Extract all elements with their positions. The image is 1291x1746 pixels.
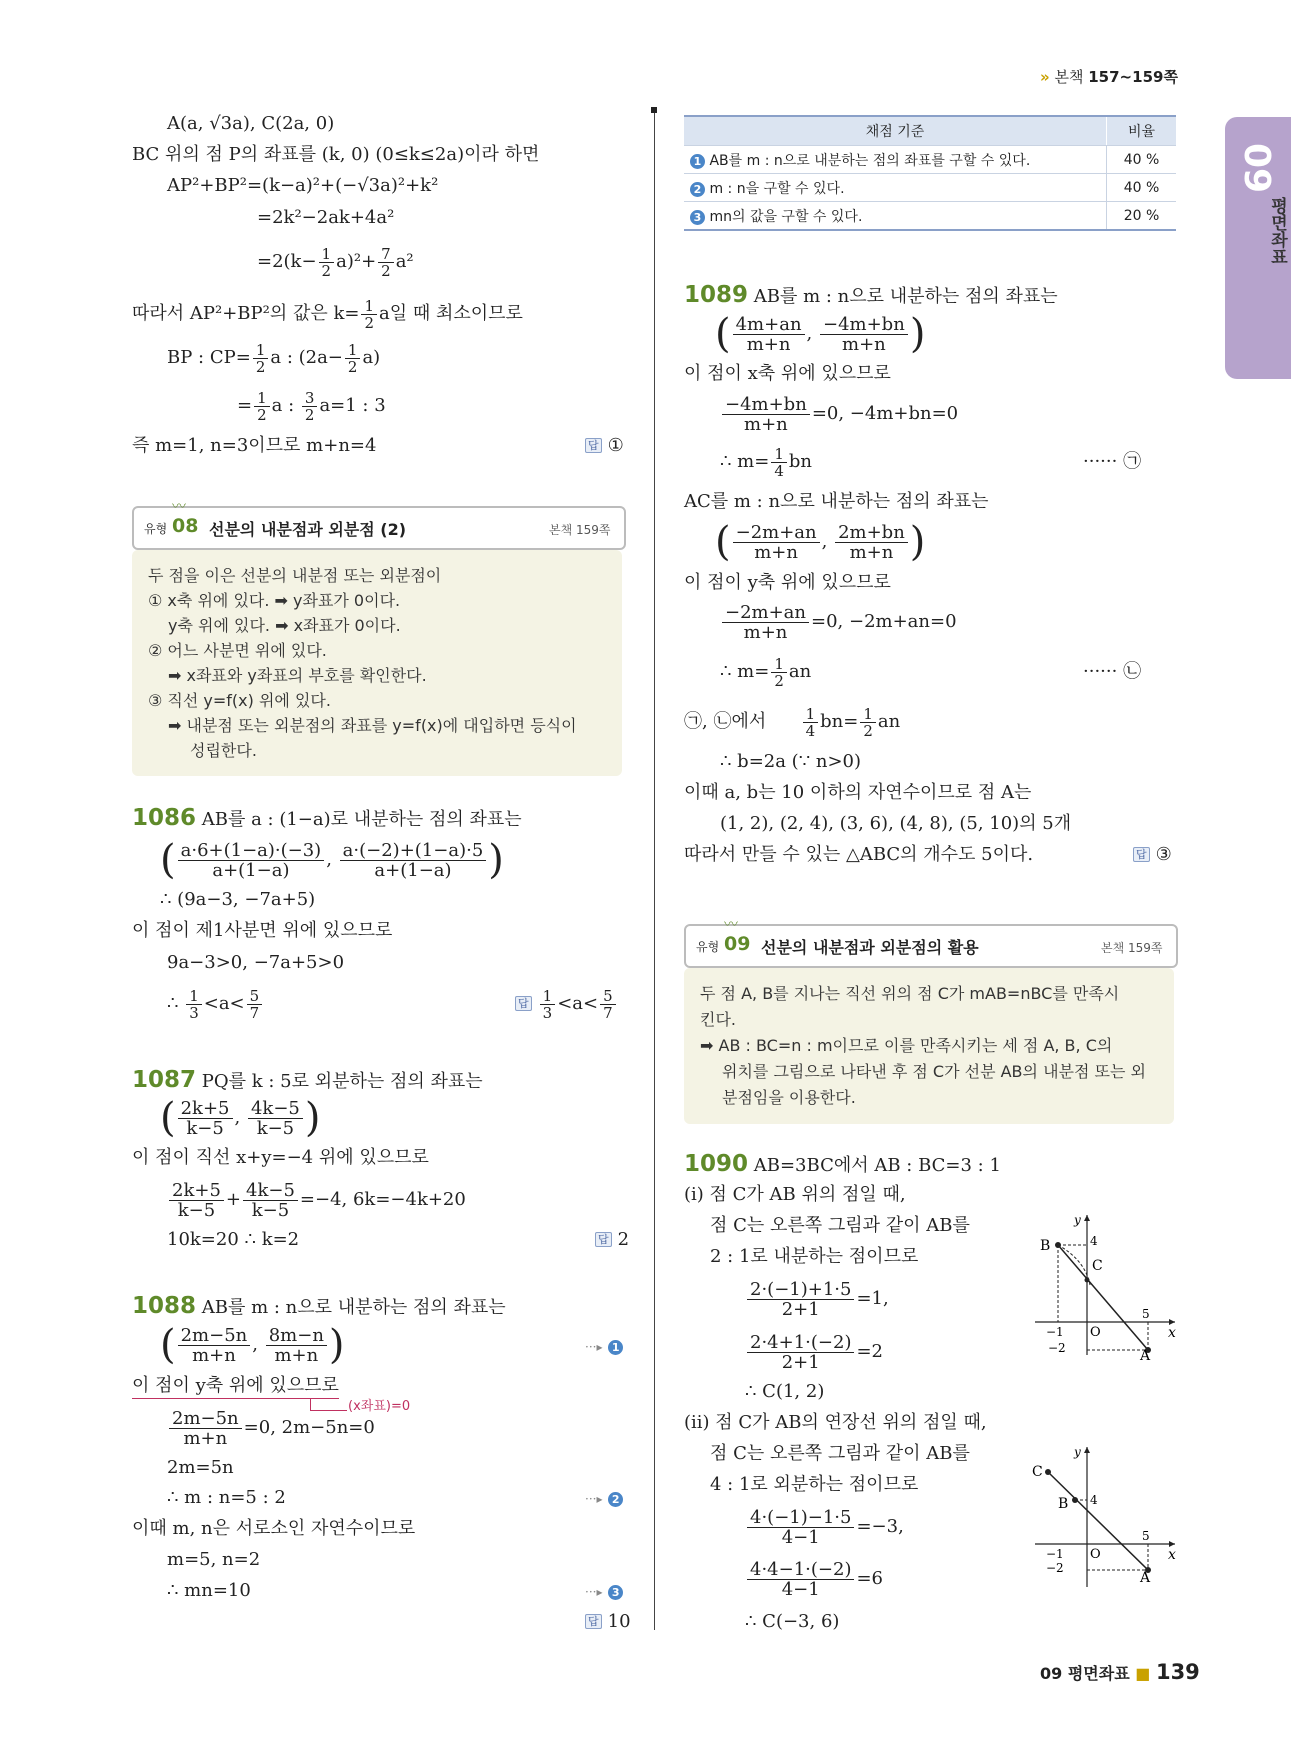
- svg-text:x: x: [1168, 1325, 1176, 1341]
- svg-text:O: O: [1090, 1547, 1101, 1562]
- svg-text:A: A: [1140, 1570, 1151, 1586]
- chapter-side-tab[interactable]: [1225, 117, 1291, 379]
- step-2-icon: 2: [608, 1492, 623, 1507]
- svg-text:−2: −2: [1046, 1561, 1064, 1575]
- footer-square-icon: ■: [1135, 1664, 1151, 1683]
- svg-text:B: B: [1058, 1496, 1069, 1512]
- svg-text:O: O: [1090, 1325, 1101, 1340]
- answer-icon: 답: [1133, 847, 1150, 862]
- grading-row: 2 m : n을 구할 수 있다. 40 %: [684, 174, 1176, 202]
- grading-row: 3 mn의 값을 구할 수 있다. 20 %: [684, 202, 1176, 231]
- type-09-note: 두 점 A, B를 지나는 직선 위의 점 C가 mAB=nBC를 만족시 킨다. ➡ AB : BC=n : m이므로 이를 만족시키는 세 점 A, B, C의 위치를 그림으로 나타낸 후 점 C가 선분 AB의 내분점 또는 외 분점임을 이용한다.: [684, 968, 1174, 1124]
- answer-label: 답 ③: [1133, 843, 1172, 867]
- svg-text:4: 4: [1090, 1493, 1098, 1507]
- grading-table: 채점 기준 비율 1 AB를 m : n으로 내분하는 점의 좌표를 구할 수 있다. 40 % 2 m : n을 구할 수 있다. 40 % 3 mn의 값을 구할 수 있다. 20 %: [684, 115, 1176, 231]
- answer-icon: 답: [585, 438, 602, 453]
- type-08-note: 두 점을 이은 선분의 내분점 또는 외분점이 ① x축 위에 있다. ➡ y좌표가 0이다. y축 위에 있다. ➡ x좌표가 0이다. ② 어느 사분면 위에 있다. ➡ x좌표와 y좌표의 부호를 확인한다. ③ 직선 y=f(x) 위에 있다. ➡ 내분점 또는 외분점의 좌표를 y=f(x)에 대입하면 등식이 성립한다.: [132, 550, 622, 776]
- wave-icon: 〰: [724, 917, 738, 933]
- type-09-header: 〰 유형 09 선분의 내분점과 외분점의 활용 본책 159쪽: [684, 924, 1178, 968]
- step-3-icon: 3: [608, 1585, 623, 1600]
- svg-text:4: 4: [1090, 1234, 1098, 1248]
- type-08-title: 선분의 내분점과 외분점 (2): [209, 520, 407, 539]
- answer-label: 답 ①: [585, 434, 624, 458]
- svg-text:−2: −2: [1048, 1341, 1066, 1355]
- answer-icon: 답: [515, 996, 532, 1011]
- svg-text:−1: −1: [1046, 1547, 1064, 1561]
- chapter-tab-number: 09: [1236, 143, 1277, 194]
- footer-chapter: 09 평면좌표: [1040, 1664, 1130, 1683]
- svg-text:y: y: [1074, 1213, 1081, 1227]
- svg-text:x: x: [1168, 1547, 1176, 1563]
- coordinate-graph-case-2: [1030, 1442, 1180, 1592]
- column-divider: [654, 110, 655, 1630]
- chapter-tab-title: 평면좌표: [1267, 197, 1287, 265]
- svg-text:A: A: [1140, 1348, 1151, 1360]
- svg-text:5: 5: [1142, 1307, 1150, 1321]
- step-1-icon: 1: [608, 1340, 623, 1355]
- answer-icon: 답: [595, 1232, 612, 1247]
- grading-row: 1 AB를 m : n으로 내분하는 점의 좌표를 구할 수 있다. 40 %: [684, 146, 1176, 174]
- answer-label: 답 $\frac{1}{3}$ <a< $\frac{5}{7}$: [515, 982, 618, 1026]
- answer-icon: 답: [585, 1614, 602, 1629]
- wave-icon: 〰: [172, 499, 186, 515]
- divider-dot: [651, 107, 657, 113]
- svg-text:y: y: [1074, 1445, 1081, 1459]
- type-09-title: 선분의 내분점과 외분점의 활용: [761, 938, 979, 957]
- page-number: 139: [1155, 1660, 1200, 1684]
- page-reference: » 본책 157~159쪽: [1040, 68, 1178, 86]
- answer-label: 답 2: [595, 1228, 629, 1252]
- svg-text:C: C: [1032, 1464, 1043, 1480]
- note-x-coordinate: (x좌표)=0: [348, 1399, 411, 1414]
- svg-text:C: C: [1092, 1258, 1103, 1274]
- coordinate-graph-case-1: [1030, 1210, 1180, 1360]
- svg-text:5: 5: [1142, 1529, 1150, 1543]
- double-chevron-icon: »: [1040, 68, 1050, 86]
- answer-label: 답 10: [585, 1610, 631, 1634]
- type-08-header: 〰 유형 08 선분의 내분점과 외분점 (2) 본책 159쪽: [132, 506, 626, 550]
- graph-label-b: B: [1040, 1238, 1051, 1254]
- svg-text:−1: −1: [1046, 1325, 1064, 1339]
- page-footer: [1040, 1660, 1200, 1684]
